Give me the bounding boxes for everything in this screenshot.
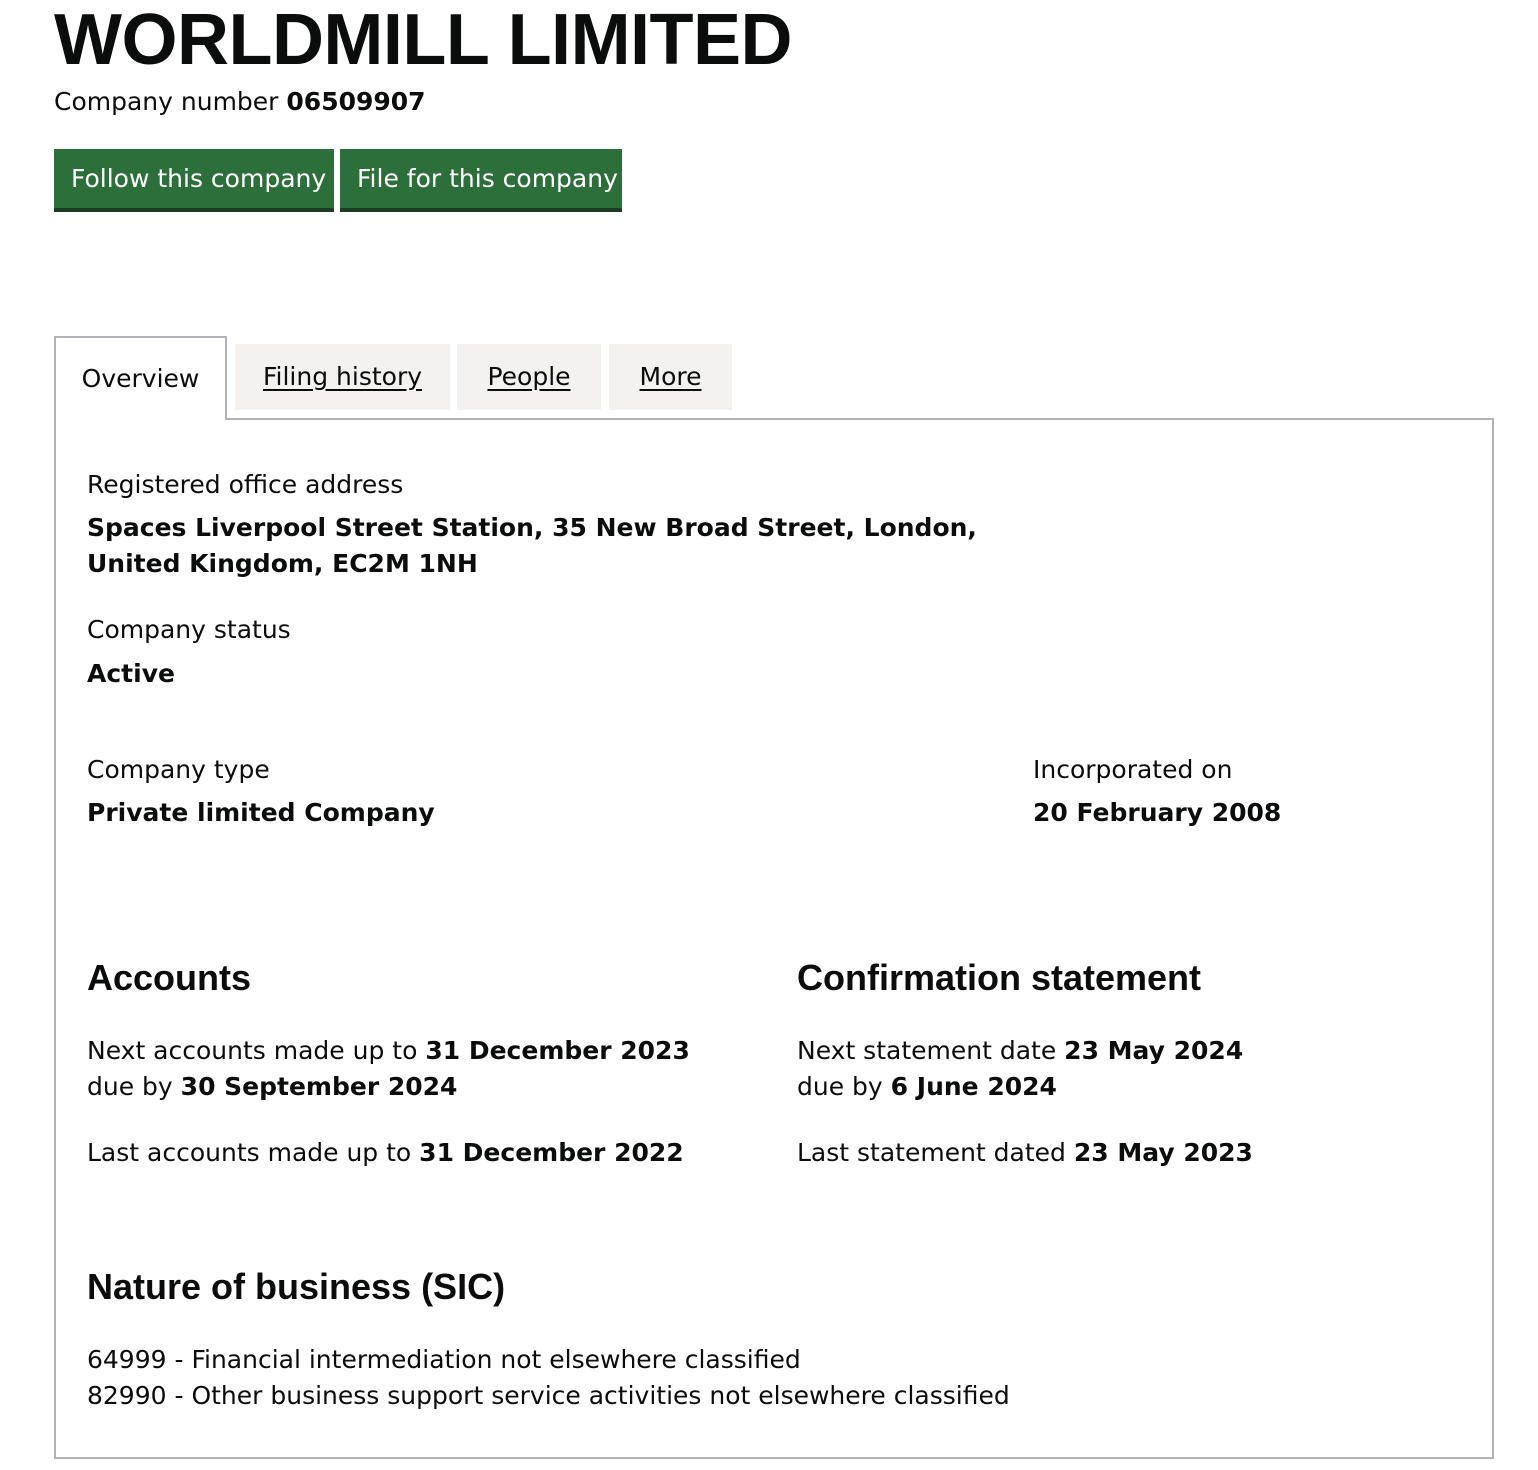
next-statement-prefix: Next statement date xyxy=(797,1036,1057,1065)
last-accounts-date: 31 December 2022 xyxy=(419,1138,684,1167)
company-type-value: Private limited Company xyxy=(87,798,435,827)
next-accounts-date: 31 December 2023 xyxy=(425,1036,690,1065)
last-accounts xyxy=(87,1135,684,1171)
accounts-heading: Accounts xyxy=(87,957,252,998)
statement-due-date: 6 June 2024 xyxy=(890,1072,1057,1101)
next-accounts xyxy=(87,1033,690,1069)
last-statement-date: 23 May 2023 xyxy=(1073,1138,1253,1167)
follow-company-button[interactable]: Follow this company xyxy=(54,149,334,208)
company-number-label: Company number xyxy=(54,87,279,116)
last-statement xyxy=(797,1135,1253,1171)
tab-filing-history[interactable]: Filing history xyxy=(235,344,450,410)
last-statement-prefix: Last statement dated xyxy=(797,1138,1066,1167)
company-number-value: 06509907 xyxy=(286,87,426,116)
incorporated-on-label: Incorporated on xyxy=(1033,755,1233,784)
next-statement xyxy=(797,1033,1243,1069)
overview-panel xyxy=(54,418,1494,1459)
tab-people[interactable]: People xyxy=(457,344,601,410)
registered-office-line1: Spaces Liverpool Street Station, 35 New Broad Street, London, xyxy=(87,513,977,542)
registered-office-line2: United Kingdom, EC2M 1NH xyxy=(87,549,478,578)
accounts-due xyxy=(87,1069,457,1105)
company-number xyxy=(54,85,426,119)
statement-due xyxy=(797,1069,1057,1105)
sic-item: 82990 - Other business support service activities not elsewhere classified xyxy=(87,1381,1010,1410)
sic-item: 64999 - Financial intermediation not elsewhere classified xyxy=(87,1345,801,1374)
company-name: WORLDMILL LIMITED xyxy=(54,0,793,80)
company-status-label: Company status xyxy=(87,615,291,644)
accounts-due-prefix: due by xyxy=(87,1072,173,1101)
sic-heading: Nature of business (SIC) xyxy=(87,1266,506,1307)
company-status-value: Active xyxy=(87,659,175,688)
tab-overview[interactable]: Overview xyxy=(54,336,227,420)
confirmation-heading: Confirmation statement xyxy=(797,957,1202,998)
registered-office-label: Registered office address xyxy=(87,470,404,499)
statement-due-prefix: due by xyxy=(797,1072,883,1101)
accounts-due-date: 30 September 2024 xyxy=(180,1072,458,1101)
tab-more[interactable]: More xyxy=(609,344,732,410)
incorporated-on-value: 20 February 2008 xyxy=(1033,798,1282,827)
file-for-company-button[interactable]: File for this company xyxy=(340,149,622,208)
next-statement-date: 23 May 2024 xyxy=(1064,1036,1244,1065)
last-accounts-prefix: Last accounts made up to xyxy=(87,1138,412,1167)
next-accounts-prefix: Next accounts made up to xyxy=(87,1036,418,1065)
company-type-label: Company type xyxy=(87,755,270,784)
